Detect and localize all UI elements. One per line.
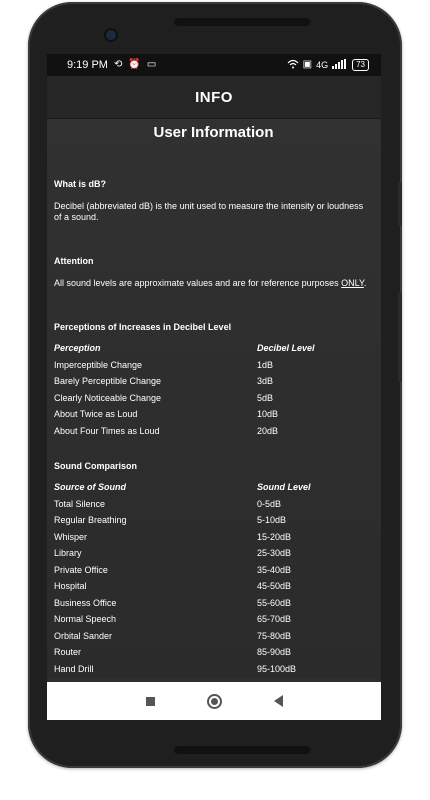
row-label: About Twice as Loud [54, 409, 138, 420]
bottom-speaker [174, 746, 310, 754]
table-row [54, 357, 373, 374]
column-header-source: Source of Sound [54, 482, 126, 493]
row-label: Imperceptible Change [54, 359, 143, 370]
network-type: 4G [316, 60, 329, 70]
table-row [54, 578, 373, 595]
back-triangle-icon[interactable] [274, 695, 283, 707]
table-row [54, 595, 373, 612]
row-label: Normal Speech [54, 614, 117, 625]
earpiece-speaker [174, 18, 310, 26]
row-value: 65-70dB [257, 614, 292, 625]
home-circle-icon[interactable] [207, 694, 222, 709]
row-label: Barely Perceptible Change [54, 376, 162, 387]
app-bar [47, 76, 381, 119]
status-time: 9:19 PM [67, 59, 108, 71]
column-header-perception: Perception [54, 343, 101, 354]
row-value: 5-10dB [257, 515, 287, 526]
table-row [54, 628, 373, 645]
status-bar [47, 54, 381, 76]
row-label: Business Office [54, 597, 117, 608]
row-label: Total Silence [54, 498, 106, 509]
table-row [54, 661, 373, 678]
row-label: Hand Drill [54, 663, 94, 674]
column-header-decibel-level: Decibel Level [257, 343, 315, 354]
navigation-bar [47, 682, 381, 720]
section-heading-perceptions: Perceptions of Increases in Decibel Level [54, 322, 232, 332]
front-camera [106, 30, 116, 40]
row-value: 25-30dB [257, 548, 292, 559]
row-value: 15-20dB [257, 531, 292, 542]
sync-off-icon: ⟲ [113, 59, 123, 70]
column-header-sound-level: Sound Level [257, 482, 311, 493]
row-label: About Four Times as Loud [54, 425, 160, 436]
row-value: 3dB [257, 376, 274, 387]
table-row [54, 390, 373, 407]
attention-text-main: All sound levels are approximate values and are for reference purposes [54, 278, 342, 288]
row-value: 1dB [257, 359, 274, 370]
row-label: Private Office [54, 564, 108, 575]
table-row [54, 611, 373, 628]
row-value: 95-100dB [257, 663, 297, 674]
attention-text-end: . [363, 278, 367, 288]
sound-comparison-table [54, 479, 373, 677]
row-value: 55-60dB [257, 597, 292, 608]
table-row [54, 644, 373, 661]
table-row [54, 512, 373, 529]
row-value: 10dB [257, 409, 279, 420]
volte-icon: ▣ [302, 59, 313, 70]
alarm-icon: ⏰ [128, 59, 141, 70]
section-heading-what-is-db: What is dB? [54, 179, 106, 189]
row-value: 35-40dB [257, 564, 292, 575]
volume-button [398, 182, 402, 226]
row-value: 75-80dB [257, 630, 292, 641]
table-row [54, 545, 373, 562]
perception-table [54, 340, 373, 439]
row-value: 20dB [257, 425, 279, 436]
row-value: 0-5dB [257, 498, 282, 509]
section-heading-sound-comparison: Sound Comparison [54, 461, 137, 471]
row-label: Library [54, 548, 82, 559]
table-header [54, 479, 373, 496]
row-label: Orbital Sander [54, 630, 113, 641]
table-row [54, 406, 373, 423]
info-content[interactable] [47, 119, 381, 679]
row-label: Clearly Noticeable Change [54, 392, 162, 403]
row-value: 5dB [257, 392, 274, 403]
page-title: User Information [153, 124, 274, 141]
row-label: Regular Breathing [54, 515, 127, 526]
attention-text [54, 278, 373, 289]
signal-icon [332, 59, 348, 72]
screen [47, 54, 381, 720]
recents-square-icon[interactable] [146, 697, 155, 706]
table-row [54, 529, 373, 546]
what-is-db-text: Decibel (abbreviated dB) is the unit used to measure the intensity or loudness of a sound. [54, 201, 364, 222]
power-button [398, 292, 402, 382]
row-value: 85-90dB [257, 647, 292, 658]
table-row [54, 496, 373, 513]
table-row [54, 423, 373, 440]
wifi-icon [287, 59, 299, 72]
row-label: Router [54, 647, 82, 658]
row-value: 45-50dB [257, 581, 292, 592]
table-row [54, 373, 373, 390]
table-row [54, 562, 373, 579]
screen-cast-icon: ▭ [146, 59, 157, 70]
battery-icon: 73 [352, 59, 369, 71]
table-header [54, 340, 373, 357]
attention-text-only: ONLY [341, 278, 364, 288]
row-label: Hospital [54, 581, 87, 592]
row-label: Whisper [54, 531, 88, 542]
app-bar-title: INFO [195, 88, 233, 106]
section-heading-attention: Attention [54, 256, 94, 266]
